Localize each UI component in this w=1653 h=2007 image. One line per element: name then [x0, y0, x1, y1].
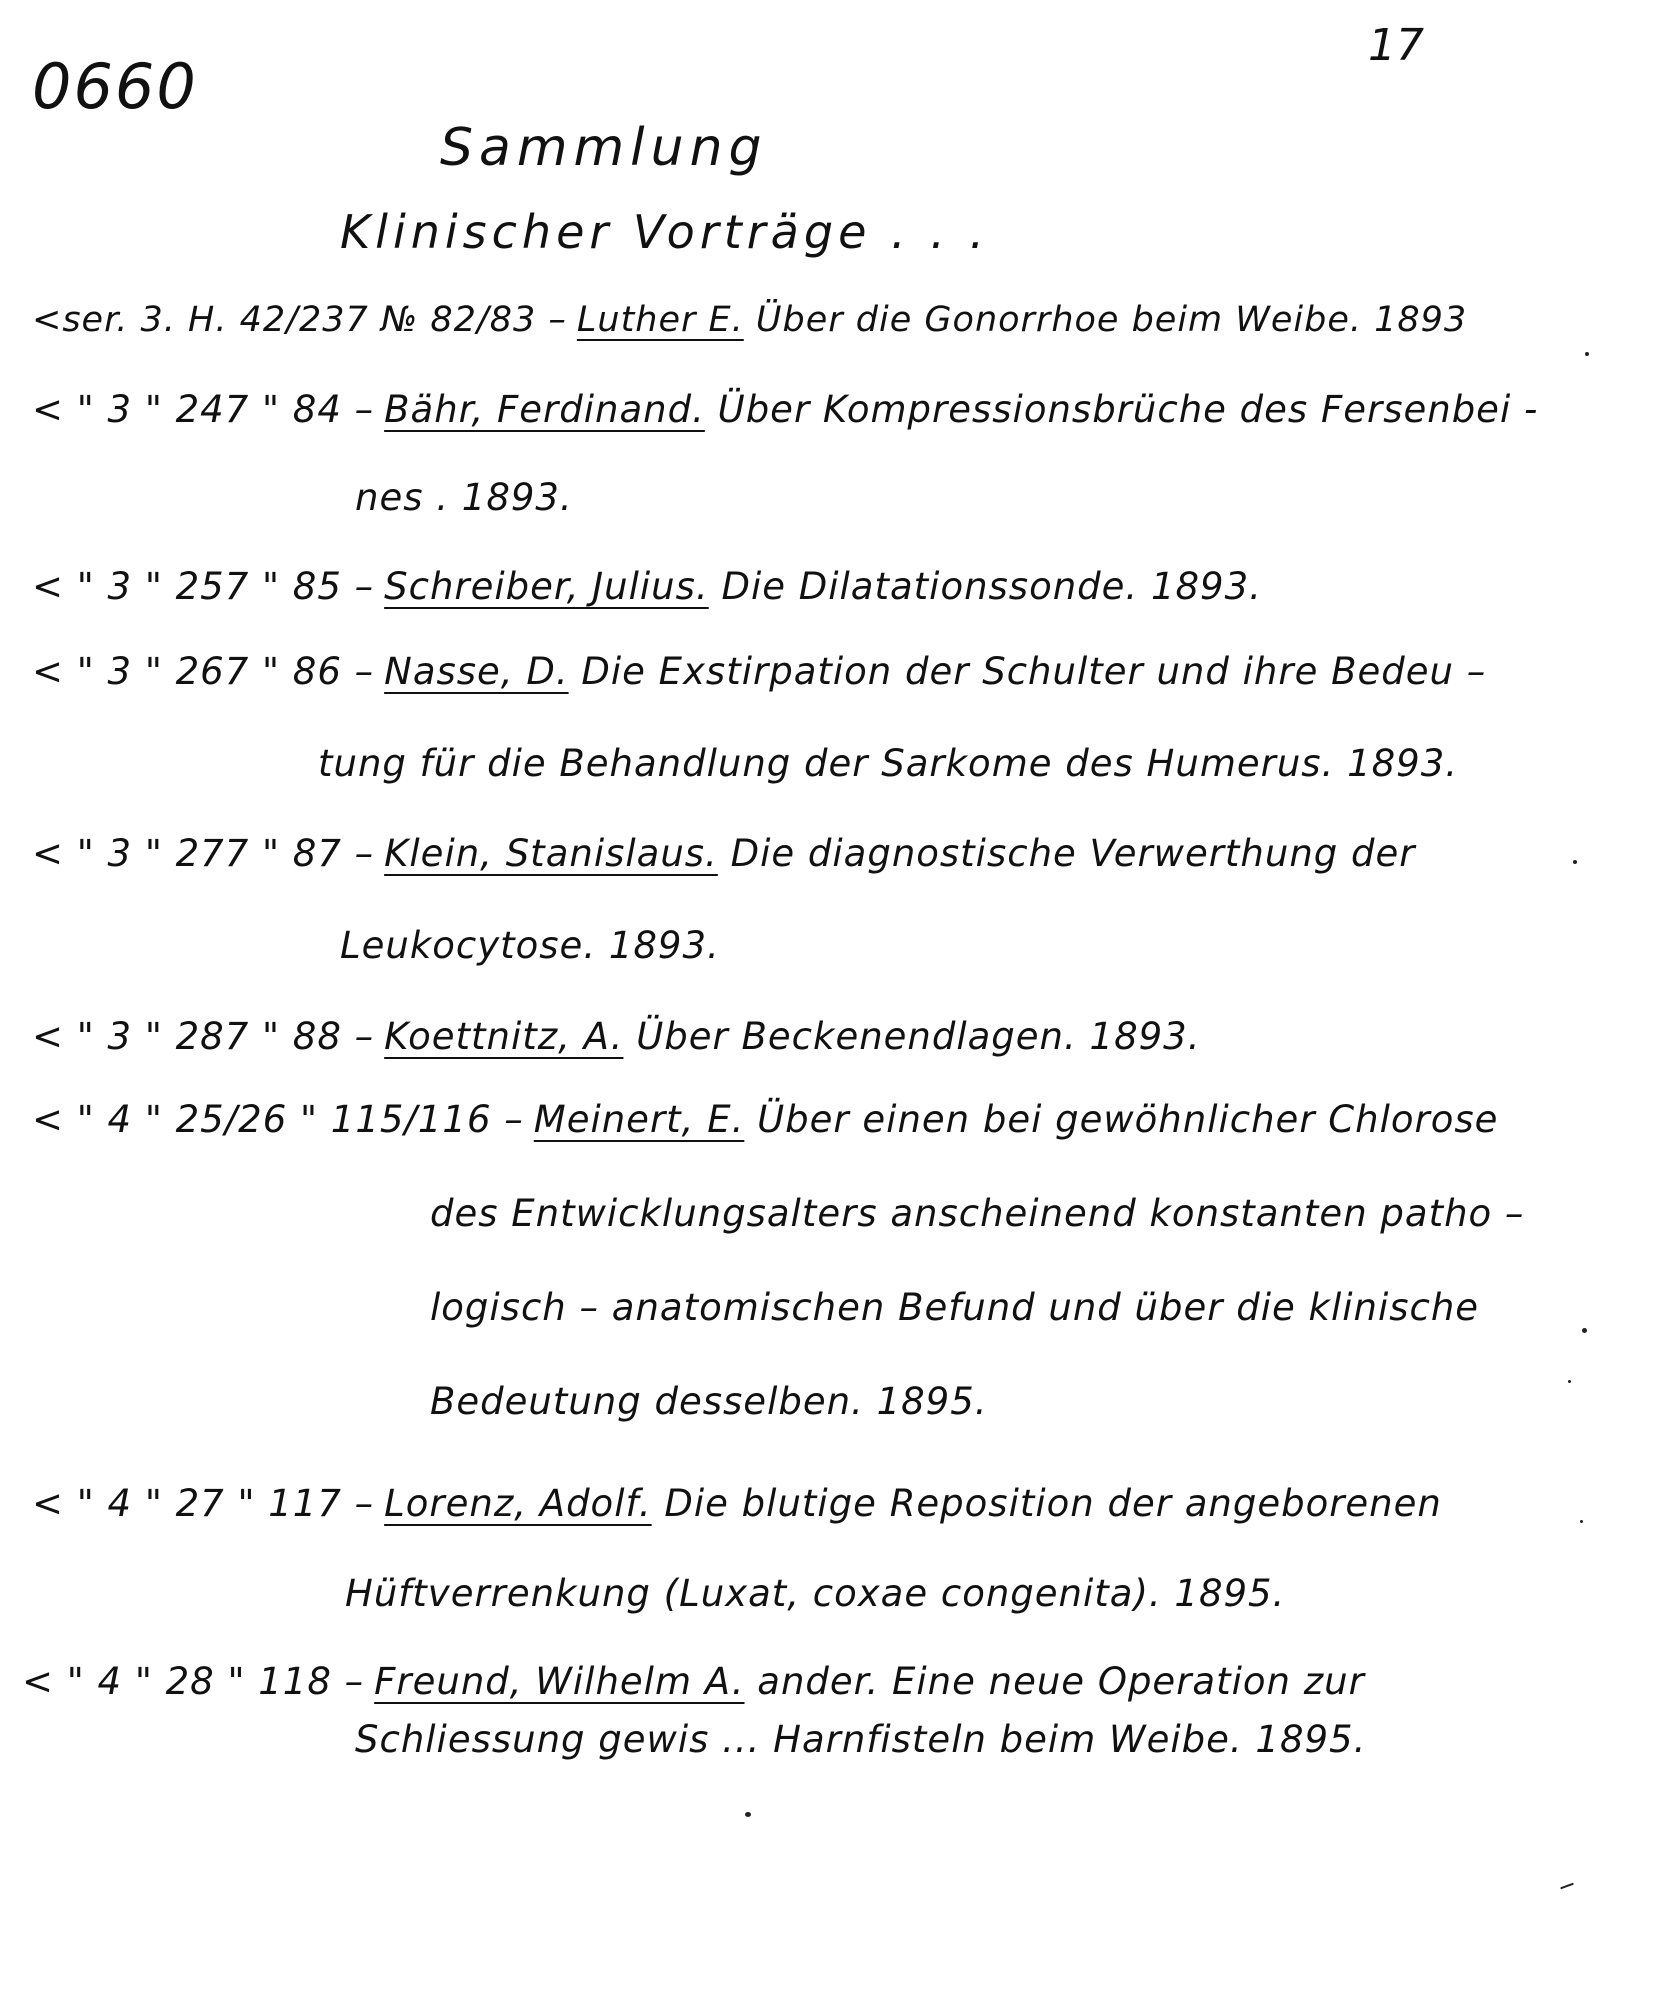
scan-speck [1585, 352, 1589, 356]
entry-author: Meinert, E. [533, 1098, 745, 1141]
entry-title-continued: tung für die Behandlung der Sarkome des Humerus. 1893. [318, 742, 1459, 785]
entry-author: Bähr, Ferdinand. [384, 388, 705, 431]
entry-title: Über einen bei gewöhnlicher Chlorose [757, 1098, 1499, 1141]
entry-title-continued: logisch – anatomischen Befund und über die klinische [430, 1286, 1480, 1329]
entry-author: Nasse, D. [384, 650, 569, 693]
entry-title-continued: Schliessung gewis ... Harnfisteln beim Weibe. 1895. [355, 1718, 1367, 1761]
entry-title: Die diagnostische Verwerthung der [730, 832, 1416, 875]
entry-author: Lorenz, Adolf. [384, 1482, 652, 1525]
shelf-signature: <ser. 3. H. 42/237 № 82/83 – [32, 300, 567, 340]
scan-speck [1573, 860, 1577, 864]
collection-title: Sammlung [440, 118, 768, 178]
shelf-signature: < " 3 " 277 " 87 – [32, 832, 375, 875]
entry-title: ander. Eine neue Operation zur [757, 1660, 1365, 1703]
entry-title: Über Beckenendlagen. 1893. [636, 1015, 1201, 1058]
entry-title: Die blutige Reposition der angeborenen [664, 1482, 1442, 1525]
shelf-signature: < " 3 " 247 " 84 – [32, 388, 375, 431]
entry-title: Die Dilatationssonde. 1893. [721, 565, 1262, 608]
page-number: 17 [1368, 20, 1424, 71]
shelf-signature: < " 4 " 28 " 118 – [22, 1660, 365, 1703]
entry-title-continued: Leukocytose. 1893. [340, 924, 720, 967]
shelf-signature: < " 3 " 257 " 85 – [32, 565, 375, 608]
entry-author: Koettnitz, A. [384, 1015, 624, 1058]
collection-subtitle: Klinischer Vorträge . . . [340, 205, 990, 259]
entry-title-continued: nes . 1893. [355, 476, 573, 519]
entry-author: Luther E. [576, 300, 744, 340]
card-number: 0660 [32, 50, 198, 123]
scan-speck [745, 1812, 751, 1817]
shelf-signature: < " 3 " 287 " 88 – [32, 1015, 375, 1058]
entry-title: Die Exstirpation der Schulter und ihre Bedeu – [581, 650, 1487, 693]
entry-author: Klein, Stanislaus. [384, 832, 718, 875]
shelf-signature: < " 4 " 25/26 " 115/116 – [32, 1098, 524, 1141]
entry-title-continued: Bedeutung desselben. 1895. [430, 1380, 988, 1423]
entry-author: Freund, Wilhelm A. [374, 1660, 745, 1703]
entry-title-continued: Hüftverrenkung (Luxat, coxae congenita). 1895. [345, 1572, 1286, 1615]
scan-speck [1560, 1883, 1574, 1890]
entry-title: Über Kompressionsbrüche des Fersenbei - [717, 388, 1539, 431]
shelf-signature: < " 4 " 27 " 117 – [32, 1482, 375, 1525]
entry-title: Über die Gonorrhoe beim Weibe. 1893 [755, 300, 1468, 340]
entry-author: Schreiber, Julius. [384, 565, 709, 608]
shelf-signature: < " 3 " 267 " 86 – [32, 650, 375, 693]
scan-speck [1568, 1380, 1571, 1383]
scan-speck [1580, 1520, 1583, 1523]
entry-title-continued: des Entwicklungsalters anscheinend konstanten patho – [430, 1192, 1525, 1235]
scan-speck [1582, 1328, 1587, 1333]
